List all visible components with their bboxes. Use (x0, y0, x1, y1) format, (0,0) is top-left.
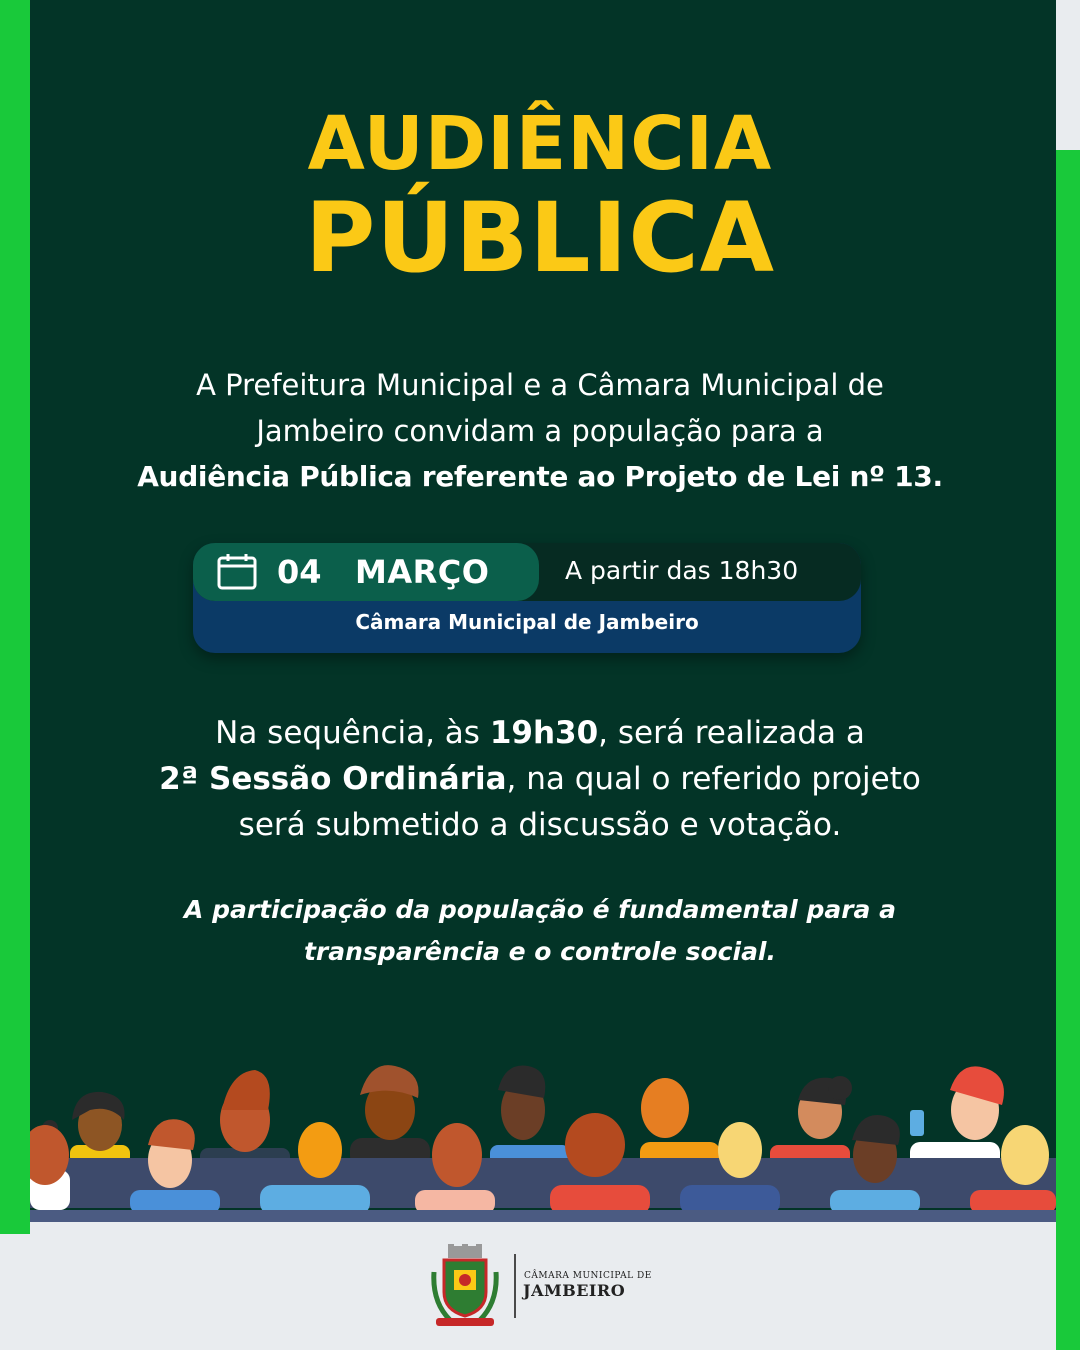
event-top-bar (193, 543, 861, 601)
event-day: 04 (277, 553, 322, 591)
sequence-text-3: , na qual o referido projeto (506, 761, 921, 797)
sequence-line-1 (80, 710, 1000, 756)
logo-subtitle: CÂMARA MUNICIPAL DE (524, 1271, 652, 1281)
intro-line-3: Audiência Pública referente ao Projeto de Lei nº 13. (137, 460, 943, 493)
closing-line-1: A participação da população é fundamental para a (184, 895, 896, 924)
closing-statement (80, 889, 1000, 973)
intro-line-1: A Prefeitura Municipal e a Câmara Municipal de (196, 368, 884, 402)
event-time: A partir das 18h30 (565, 556, 799, 585)
sequence-time: 19h30 (489, 715, 599, 751)
sequence-line-2 (80, 756, 1000, 802)
intro-paragraph (80, 362, 1000, 500)
title-line-2: PÚBLICA (304, 182, 776, 294)
closing-line-2: transparência e o controle social. (303, 937, 777, 966)
seat-row-front (30, 1210, 1056, 1222)
sequence-line-3: será submetido a discussão e votação. (238, 807, 842, 843)
event-details-card (193, 543, 861, 653)
sequence-text-1: Na sequência, às (215, 715, 490, 751)
audience-illustration (30, 1050, 1056, 1222)
coat-of-arms-icon (430, 1242, 500, 1332)
event-venue: Câmara Municipal de Jambeiro (355, 610, 699, 634)
date-pill (193, 543, 539, 601)
logo-divider (514, 1254, 516, 1318)
logo-name: JAMBEIRO (523, 1281, 626, 1300)
session-name: 2ª Sessão Ordinária (159, 761, 507, 797)
right-accent-stripe (1056, 150, 1080, 1350)
calendar-icon (215, 552, 261, 592)
sequence-text-2: , será realizada a (598, 715, 865, 751)
sequence-paragraph (80, 710, 1000, 848)
title-line-1: AUDIÊNCIA (307, 101, 773, 187)
intro-line-2: Jambeiro convidam a população para a (256, 414, 824, 448)
event-month: MARÇO (355, 553, 490, 591)
